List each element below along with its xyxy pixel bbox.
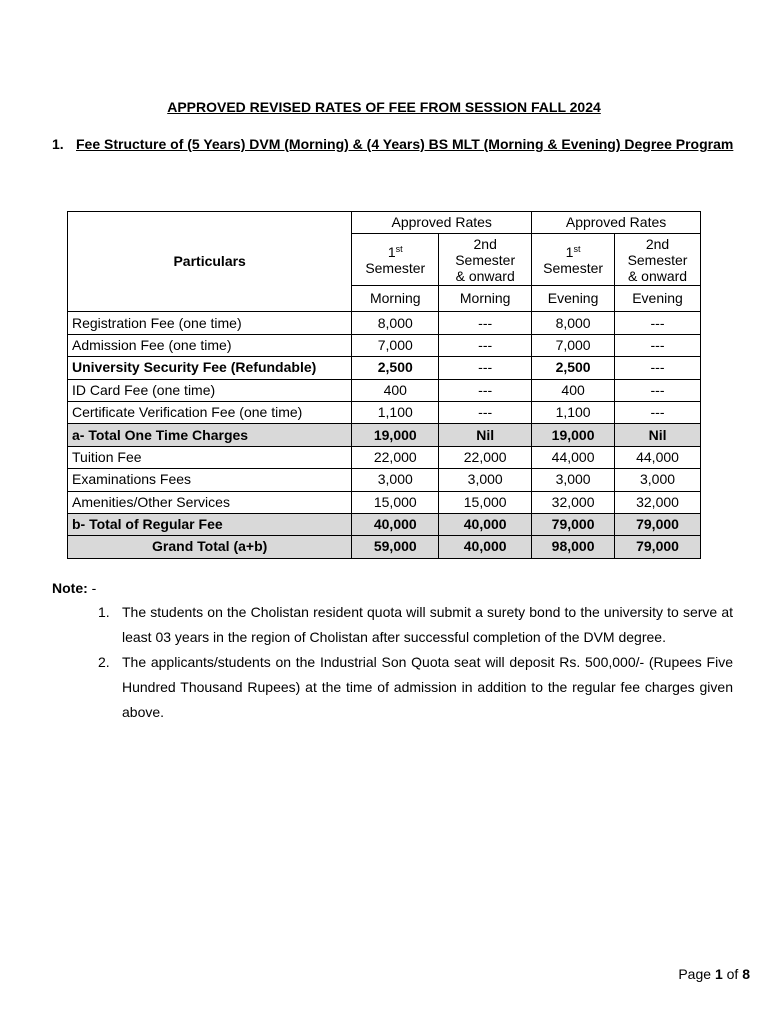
table-row	[68, 312, 701, 334]
cell-value: 59,000	[352, 536, 439, 558]
first-semester-header: 1st Semester	[352, 234, 439, 286]
cell-value: 3,000	[439, 469, 532, 491]
cell-value: ---	[615, 379, 701, 401]
first-semester-header: 1st Semester	[532, 234, 615, 286]
row-label: Examinations Fees	[68, 469, 352, 491]
cell-value: 40,000	[352, 513, 439, 535]
row-label: University Security Fee (Refundable)	[68, 357, 352, 379]
cell-value: ---	[439, 357, 532, 379]
cell-value: 79,000	[615, 536, 701, 558]
cell-value: 32,000	[615, 491, 701, 513]
second-semester-header: 2nd Semester & onward	[439, 234, 532, 286]
cell-value: 79,000	[532, 513, 615, 535]
cell-value: ---	[439, 312, 532, 334]
cell-value: 22,000	[439, 446, 532, 468]
cell-value: 2,500	[352, 357, 439, 379]
row-label: b- Total of Regular Fee	[68, 513, 352, 535]
table-row	[68, 491, 701, 513]
cell-value: ---	[439, 379, 532, 401]
table-row	[68, 469, 701, 491]
cell-value: 1,100	[532, 401, 615, 423]
page-indicator: Page 1 of 8	[678, 966, 750, 982]
cell-value: ---	[615, 357, 701, 379]
subtotal-row-one-time-charges	[68, 424, 701, 446]
cell-value: 40,000	[439, 536, 532, 558]
document-title: APPROVED REVISED RATES OF FEE FROM SESSION FALL 2024	[167, 99, 601, 115]
cell-value: 15,000	[352, 491, 439, 513]
cell-value: 7,000	[532, 334, 615, 356]
cell-value: ---	[615, 401, 701, 423]
cell-value: Nil	[615, 424, 701, 446]
cell-value: 79,000	[615, 513, 701, 535]
note-text: The applicants/students on the Industrial Son Quota seat will deposit Rs. 500,000/- (Rupees Five Hundred Thousand Rupees) at the time of admission in addition to the regular fee charges given above.	[122, 654, 733, 720]
particulars-header: Particulars	[68, 212, 352, 312]
cell-value: 22,000	[352, 446, 439, 468]
table-row	[68, 446, 701, 468]
table-row	[68, 334, 701, 356]
note-item	[98, 600, 733, 650]
cell-value: 2,500	[532, 357, 615, 379]
cell-value: ---	[439, 401, 532, 423]
note-text: The students on the Cholistan resident quota will submit a surety bond to the university to serve at least 03 years in the region of Cholistan after successful completion of the DVM degree.	[122, 604, 733, 645]
cell-value: 7,000	[352, 334, 439, 356]
cell-value: 44,000	[532, 446, 615, 468]
cell-value: 8,000	[352, 312, 439, 334]
row-label: a- Total One Time Charges	[68, 424, 352, 446]
second-semester-header: 2nd Semester & onward	[615, 234, 701, 286]
section-heading: Fee Structure of (5 Years) DVM (Morning) & (4 Years) BS MLT (Morning & Evening) Degree Program	[76, 136, 734, 152]
note-number: 1.	[98, 604, 110, 620]
section-number: 1.	[52, 136, 64, 152]
shift-header: Morning	[352, 286, 439, 312]
cell-value: 40,000	[439, 513, 532, 535]
cell-value: 44,000	[615, 446, 701, 468]
table-row	[68, 379, 701, 401]
cell-value: 400	[352, 379, 439, 401]
cell-value: 19,000	[532, 424, 615, 446]
cell-value: ---	[615, 312, 701, 334]
row-label: Amenities/Other Services	[68, 491, 352, 513]
cell-value: 32,000	[532, 491, 615, 513]
approved-rates-evening-header: Approved Rates	[532, 212, 701, 234]
table-row	[68, 357, 701, 379]
row-label: Tuition Fee	[68, 446, 352, 468]
row-label: Admission Fee (one time)	[68, 334, 352, 356]
shift-header: Morning	[439, 286, 532, 312]
row-label: ID Card Fee (one time)	[68, 379, 352, 401]
row-label: Grand Total (a+b)	[68, 536, 352, 558]
shift-header: Evening	[532, 286, 615, 312]
note-item	[98, 650, 733, 725]
subtotal-row-regular-fee	[68, 513, 701, 535]
note-number: 2.	[98, 654, 110, 670]
table-header-row	[68, 212, 701, 234]
cell-value: Nil	[439, 424, 532, 446]
notes-list	[98, 600, 733, 725]
approved-rates-morning-header: Approved Rates	[352, 212, 532, 234]
cell-value: ---	[439, 334, 532, 356]
shift-header: Evening	[615, 286, 701, 312]
cell-value: 3,000	[352, 469, 439, 491]
cell-value: 19,000	[352, 424, 439, 446]
note-label: Note: -	[52, 580, 97, 596]
cell-value: 15,000	[439, 491, 532, 513]
row-label: Certificate Verification Fee (one time)	[68, 401, 352, 423]
table-row	[68, 401, 701, 423]
cell-value: 8,000	[532, 312, 615, 334]
cell-value: 3,000	[615, 469, 701, 491]
cell-value: 98,000	[532, 536, 615, 558]
row-label: Registration Fee (one time)	[68, 312, 352, 334]
grand-total-row	[68, 536, 701, 558]
cell-value: 400	[532, 379, 615, 401]
cell-value: ---	[615, 334, 701, 356]
cell-value: 1,100	[352, 401, 439, 423]
cell-value: 3,000	[532, 469, 615, 491]
fee-structure-table	[67, 211, 701, 559]
